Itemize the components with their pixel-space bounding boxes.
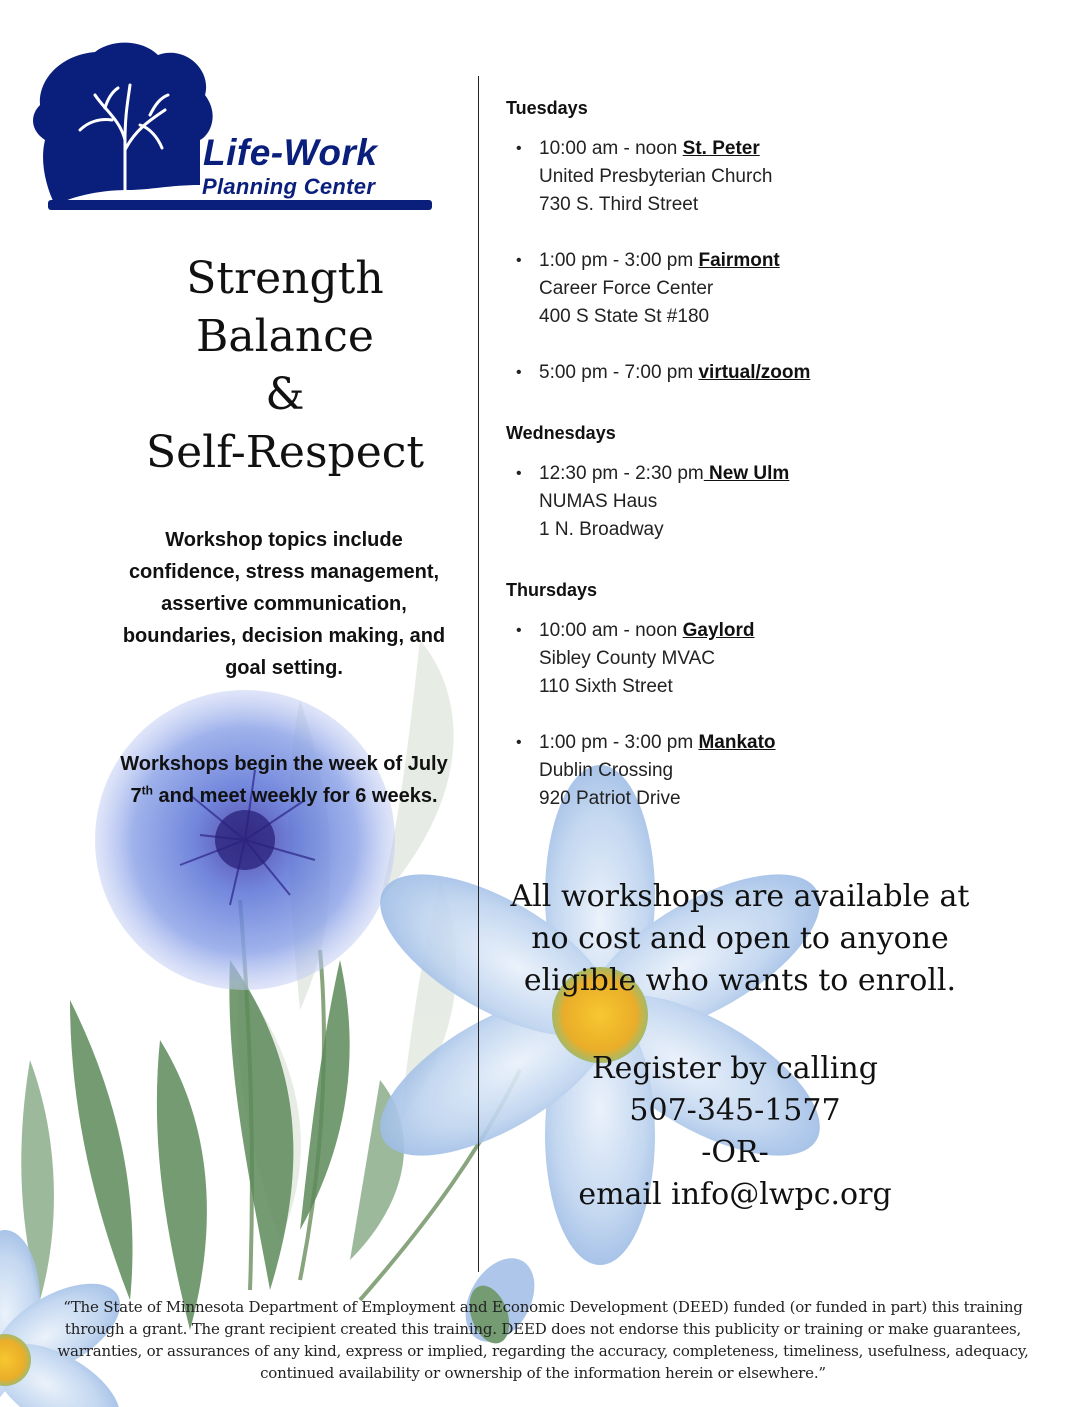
location-link[interactable]: St. Peter [682, 138, 760, 159]
start-info-text: Workshops begin the week of July 7 [120, 753, 448, 807]
day-heading-tuesday: Tuesdays [506, 98, 588, 118]
session-time: 10:00 am - noon [539, 620, 683, 641]
register-email[interactable]: email info@lwpc.org [578, 1177, 892, 1212]
session-address: 110 Sixth Street [539, 676, 673, 697]
deed-disclaimer: “The State of Minnesota Department of Employment and Economic Development (DEED) funded (or funded in part) this training through a grant. The grant recipient created this training. DEED does not endorse this publicity or training or make guarantees, warranties, or assurances of any kind, express or implied, regarding the accuracy, completeness, timeliness, usefulness, adequacy, continued availability or ownership of the information herein or elsewhere.” [57, 1298, 1029, 1382]
day-heading-thursday: Thursdays [506, 580, 598, 600]
headline-ampersand: & [265, 369, 305, 420]
session-tue-virtual [506, 359, 926, 387]
start-info-sup: th [141, 783, 153, 798]
logo-subtitle: Planning Center [202, 174, 376, 199]
session-thu-mankato [506, 729, 926, 813]
session-tue-fairmont [506, 247, 926, 331]
session-venue: Career Force Center [539, 278, 714, 299]
session-address: 920 Patriot Drive [539, 788, 681, 809]
availability-note [500, 876, 980, 1002]
register-phone[interactable]: 507-345-1577 [629, 1093, 841, 1128]
session-address: 400 S State St #180 [539, 306, 710, 327]
location-link[interactable]: Fairmont [698, 250, 780, 271]
start-info-rest: and meet weekly for 6 weeks. [152, 785, 438, 807]
session-tue-st-peter [506, 135, 926, 219]
session-time: 1:00 pm - 3:00 pm [539, 732, 699, 753]
location-link[interactable]: Gaylord [682, 620, 755, 641]
headline-line-self-respect: Self-Respect [145, 427, 425, 478]
availability-line-3: eligible who wants to enroll. [523, 963, 957, 998]
workshop-start-info [118, 748, 450, 812]
workshop-topics: Workshop topics include confidence, stress management, assertive communication, boundaries, decision making, and goal setting. [122, 529, 446, 679]
session-venue: Dublin Crossing [539, 760, 674, 781]
session-time: 1:00 pm - 3:00 pm [539, 250, 699, 271]
location-link[interactable]: Mankato [698, 732, 776, 753]
register-or: -OR- [701, 1135, 769, 1170]
day-heading-wednesday: Wednesdays [506, 423, 616, 443]
session-venue: United Presbyterian Church [539, 166, 773, 187]
register-heading: Register by calling [592, 1051, 878, 1086]
headline [130, 250, 440, 482]
column-divider [478, 76, 479, 1272]
headline-line-strength: Strength [186, 253, 384, 304]
location-link[interactable]: virtual/zoom [698, 362, 811, 383]
headline-line-balance: Balance [196, 311, 374, 362]
session-address: 1 N. Broadway [539, 519, 664, 540]
session-venue: NUMAS Haus [539, 491, 658, 512]
green-leaves [21, 960, 404, 1330]
blue-cornflower [95, 690, 395, 990]
logo-title: Life-Work [203, 132, 378, 173]
schedule [506, 98, 926, 813]
session-wed-new-ulm [506, 460, 926, 544]
session-address: 730 S. Third Street [539, 194, 699, 215]
availability-line-1: All workshops are available at [510, 879, 970, 914]
session-venue: Sibley County MVAC [539, 648, 715, 669]
session-thu-gaylord [506, 617, 926, 701]
session-time: 12:30 pm - 2:30 pm [539, 463, 704, 484]
availability-line-2: no cost and open to anyone [531, 921, 949, 956]
location-link[interactable]: New Ulm [703, 463, 790, 484]
session-time: 5:00 pm - 7:00 pm [539, 362, 699, 383]
registration-info [540, 1048, 930, 1216]
session-time: 10:00 am - noon [539, 138, 683, 159]
